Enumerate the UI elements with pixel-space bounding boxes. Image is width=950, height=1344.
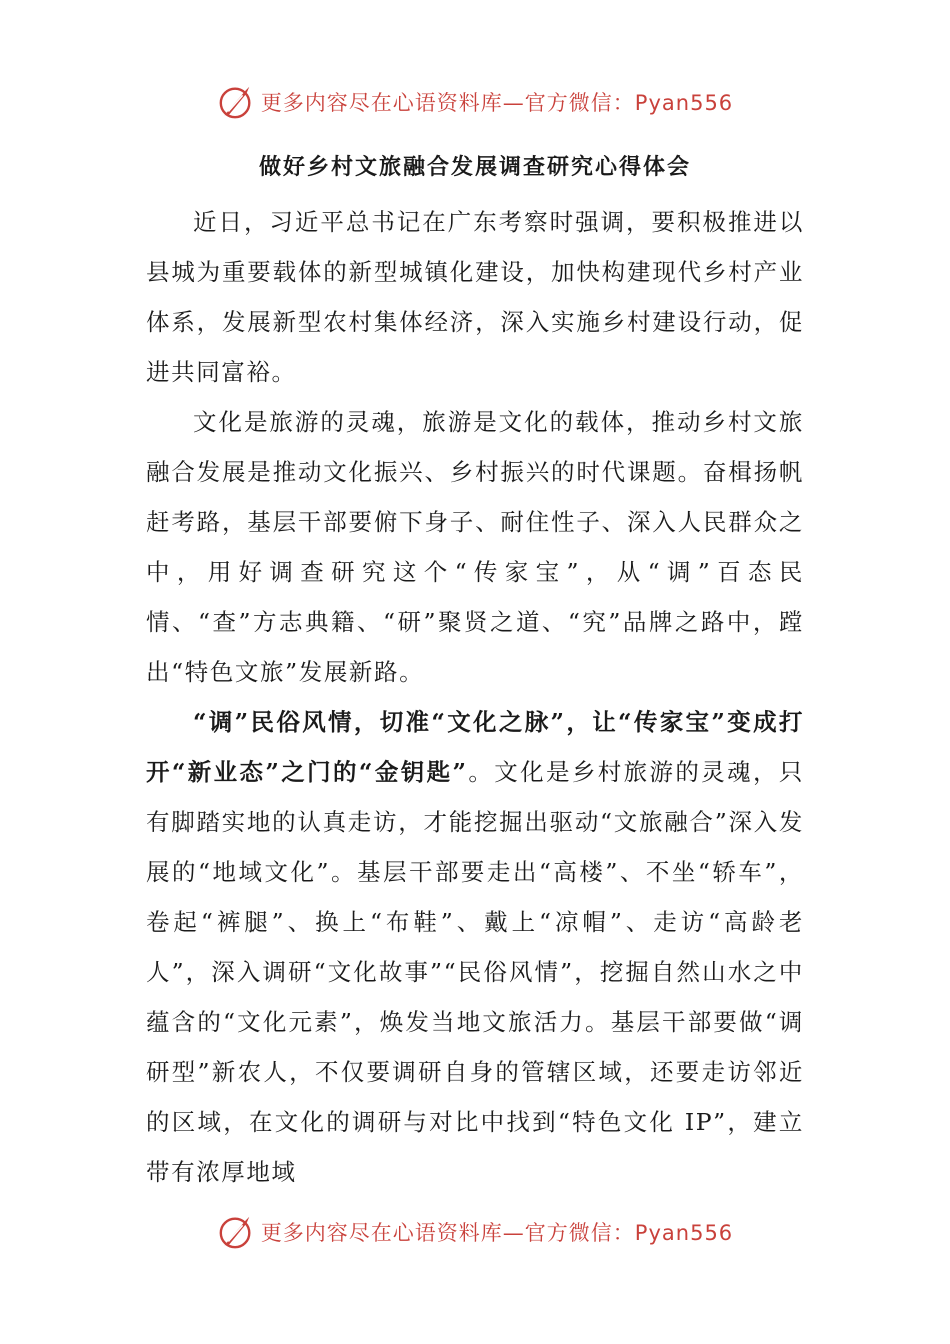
- quill-pen-logo-icon: [217, 83, 255, 121]
- header-watermark-banner: [0, 80, 950, 124]
- document-title: 做好乡村文旅融合发展调查研究心得体会: [258, 154, 691, 180]
- footer-watermark-banner: [0, 1210, 950, 1254]
- bold-lead-sentence: “调”民俗风情，切准“文化之脉”，让“传家宝”变成打开“新业态”之门的“金钥匙”: [146, 708, 804, 786]
- watermark-text: 更多内容尽在心语资料库—官方微信：Pyan556: [260, 91, 734, 115]
- watermark-text: 更多内容尽在心语资料库—官方微信：Pyan556: [260, 1221, 734, 1245]
- document-body: [146, 197, 804, 1197]
- paragraph: 文化是旅游的灵魂，旅游是文化的载体，推动乡村文旅融合发展是推动文化振兴、乡村振兴的时代课题。奋楫扬帆赶考路，基层干部要俯下身子、耐住性子、深入人民群众之中，用好调查研究这个“传家宝”，从“调”百态民情、“查”方志典籍、“研”聚贤之道、“究”品牌之路中，蹚出“特色文旅”发展新路。: [146, 408, 804, 686]
- quill-pen-logo-icon: [217, 1213, 255, 1251]
- paragraph: “调”民俗风情，切准“文化之脉”，让“传家宝”变成打开“新业态”之门的“金钥匙”。文化是乡村旅游的灵魂，只有脚踏实地的认真走访，才能挖掘出驱动“文旅融合”深入发展的“地域文化”。基层干部要走出“高楼”、不坐“轿车”，卷起“裤腿”、换上“布鞋”、戴上“凉帽”、走访“高龄老人”，深入调研“文化故事”“民俗风情”，挖掘自然山水之中蕴含的“文化元素”，焕发当地文旅活力。基层干部要做“调研型”新农人，不仅要调研自身的管辖区域，还要走访邻近的区域，在文化的调研与对比中找到“特色文化 IP”，建立带有浓厚地域: [146, 708, 804, 1186]
- paragraph: 近日，习近平总书记在广东考察时强调，要积极推进以县城为重要载体的新型城镇化建设，加快构建现代乡村产业体系，发展新型农村集体经济，深入实施乡村建设行动，促进共同富裕。: [146, 208, 804, 386]
